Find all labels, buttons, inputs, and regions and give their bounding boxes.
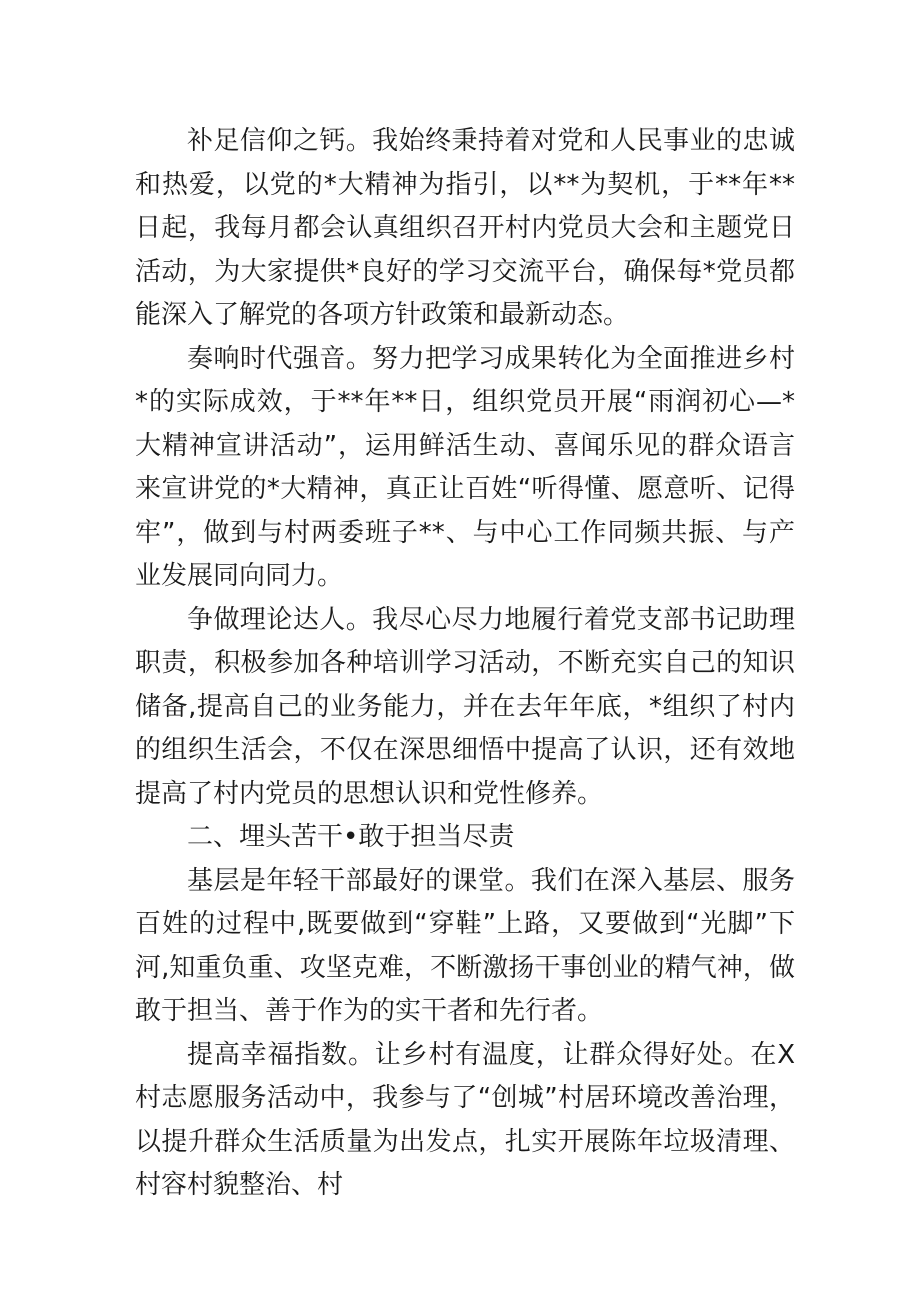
document-body [135,120,795,1208]
paragraph-theory-expert: 争做理论达人。我尽心尽力地履行着党支部书记助理职责，积极参加各种培训学习活动，不断充实自己的知识储备,提高自己的业务能力，并在去年年底，*组织了村内的组织生活会，不仅在深思细悟中提高了认识，还有效地提高了村内党员的思想认识和党性修养。 [135,604,795,809]
paragraph-era-voice: 奏响时代强音。努力把学习成果转化为全面推进乡村*的实际成效，于**年**日，组织党员开展“雨润初心—*大精神宣讲活动”，运用鲜活生动、喜闻乐见的群众语言来宣讲党的*大精神，真正让百姓“听得懂、愿意听、记得牢”，做到与村两委班子**、与中心工作同频共振、与产业发展同向同力。 [135,343,795,591]
paragraph-faith: 补足信仰之钙。我始终秉持着对党和人民事业的忠诚和热爱，以党的*大精神为指引，以**为契机，于**年**日起，我每月都会认真组织召开村内党员大会和主题党日活动，为大家提供*良好的学习交流平台，确保每*党员都能深入了解党的各项方针政策和最新动态。 [135,126,795,330]
section-heading: 二、埋头苦干•敢于担当尽责 [187,822,515,852]
paragraph-grassroots: 基层是年轻干部最好的课堂。我们在深入基层、服务百姓的过程中,既要做到“穿鞋”上路，又要做到“光脚”下河,知重负重、攻坚克难，不断激扬干事创业的精气神，做敢于担当、善于作为的实干者和先行者。 [135,865,795,1026]
paragraph-happiness-index: 提高幸福指数。让乡村有温度，让群众得好处。在X村志愿服务活动中，我参与了“创城”村居环境改善治理，以提升群众生活质量为出发点，扎实开展陈年垃圾清理、村容村貌整治、村 [135,1039,795,1200]
